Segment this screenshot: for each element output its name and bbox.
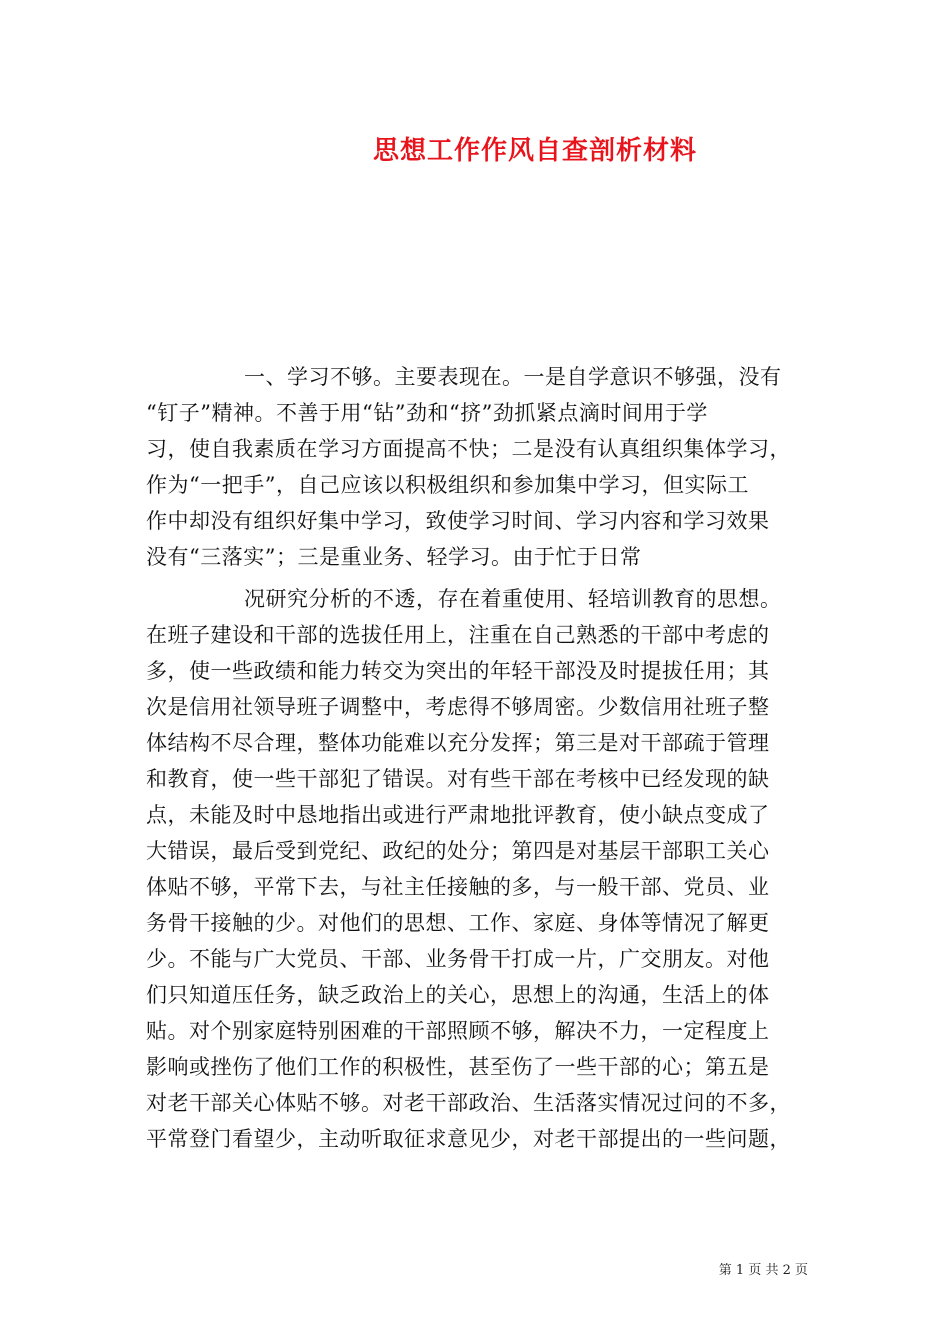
- text-line: 一、学习不够。主要表现在。一是自学意识不够强，没有: [244, 365, 782, 389]
- text-line: 多，使一些政绩和能力转交为突出的年轻干部没及时提拔任用；其: [146, 659, 770, 683]
- text-line: 影响或挫伤了他们工作的积极性，甚至伤了一些干部的心；第五是: [146, 1055, 770, 1079]
- page-number-footer: 第 1 页 共 2 页: [718, 1263, 808, 1278]
- text-line: “钉子”精神。不善于用“钻”劲和“挤”劲抓紧点滴时间用于学: [146, 401, 708, 425]
- text-line: 没有“三落实”；三是重业务、轻学习。由于忙于日常: [146, 545, 642, 569]
- text-line: 贴。对个别家庭特别困难的干部照顾不够，解决不力，一定程度上: [146, 1019, 770, 1043]
- text-line: 们只知道压任务，缺乏政治上的关心，思想上的沟通，生活上的体: [146, 983, 770, 1007]
- text-line: 平常登门看望少，主动听取征求意见少，对老干部提出的一些问题，: [146, 1127, 791, 1151]
- document-title: 思想工作作风自查剖析材料: [372, 136, 697, 166]
- text-line: 少。不能与广大党员、干部、业务骨干打成一片，广交朋友。对他: [146, 947, 770, 971]
- text-line: 点，未能及时中恳地指出或进行严肃地批评教育，使小缺点变成了: [146, 803, 770, 827]
- text-line: 对老干部关心体贴不够。对老干部政治、生活落实情况过问的不多，: [146, 1091, 791, 1115]
- text-line: 务骨干接触的少。对他们的思想、工作、家庭、身体等情况了解更: [146, 911, 770, 935]
- paragraph-study: [146, 359, 811, 575]
- text-line: 作中却没有组织好集中学习，致使学习时间、学习内容和学习效果: [146, 509, 770, 533]
- text-line: 习，使自我素质在学习方面提高不快；二是没有认真组织集体学习，: [146, 437, 791, 461]
- text-line: 体结构不尽合理，整体功能难以充分发挥；第三是对干部疏于管理: [146, 731, 770, 755]
- text-line: 体贴不够，平常下去，与社主任接触的多，与一般干部、党员、业: [146, 875, 770, 899]
- text-line: 大错误，最后受到党纪、政纪的处分；第四是对基层干部职工关心: [146, 839, 770, 863]
- text-line: 作为“一把手”，自己应该以积极组织和参加集中学习，但实际工: [146, 473, 749, 497]
- paragraph-cadre: [146, 581, 811, 1157]
- text-line: 在班子建设和干部的选拔任用上，注重在自己熟悉的干部中考虑的: [146, 623, 770, 647]
- text-line: 次是信用社领导班子调整中，考虑得不够周密。少数信用社班子整: [146, 695, 770, 719]
- text-line: 况研究分析的不透，存在着重使用、轻培训教育的思想。: [244, 587, 782, 611]
- text-line: 和教育，使一些干部犯了错误。对有些干部在考核中已经发现的缺: [146, 767, 770, 791]
